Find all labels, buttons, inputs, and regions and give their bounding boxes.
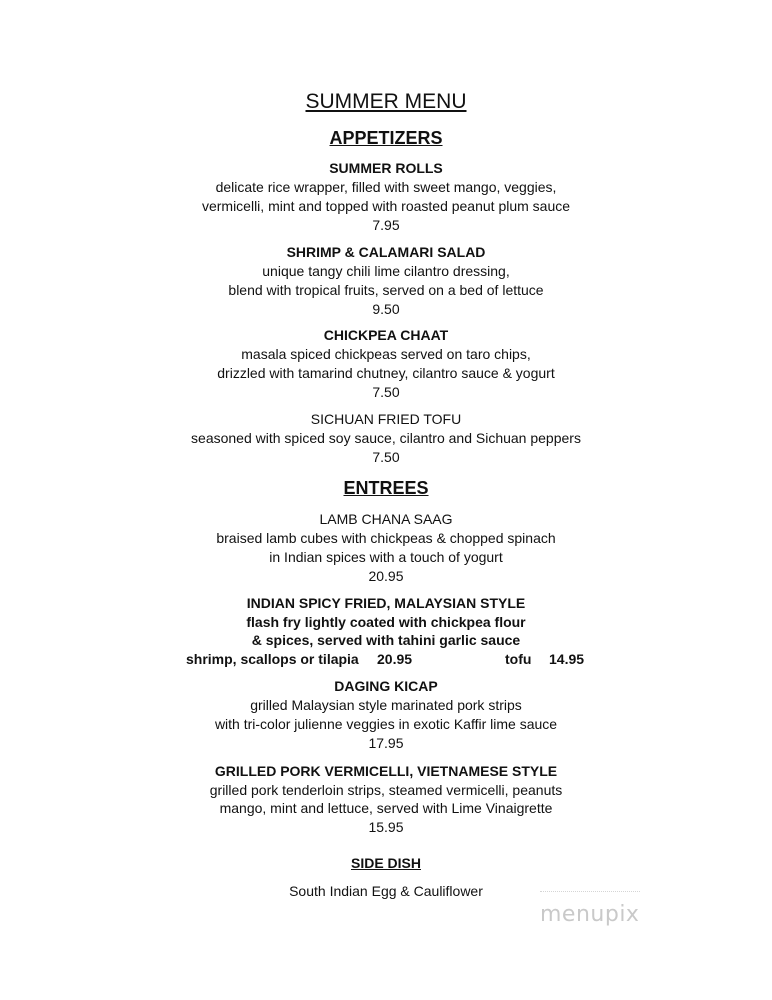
daging-kicap-desc-2: with tri-color julienne veggies in exotic Kaffir lime sauce xyxy=(214,716,558,732)
shrimp-calamari-name: SHRIMP & CALAMARI SALAD xyxy=(286,244,486,260)
sichuan-tofu-price: 7.50 xyxy=(372,449,400,465)
indian-spicy-fried-desc-2: & spices, served with tahini garlic sauce xyxy=(251,632,521,648)
side-dish-heading: SIDE DISH xyxy=(350,855,421,871)
daging-kicap-name: DAGING KICAP xyxy=(334,678,438,694)
shrimp-calamari-price: 9.50 xyxy=(372,301,400,317)
lamb-chana-saag-price: 20.95 xyxy=(368,568,404,584)
daging-kicap-desc-1: grilled Malaysian style marinated pork strips xyxy=(250,697,522,713)
option-tofu-label: tofu xyxy=(505,651,532,667)
shrimp-calamari-desc-1: unique tangy chili lime cilantro dressing, xyxy=(262,263,510,279)
sichuan-tofu-desc-1: seasoned with spiced soy sauce, cilantro and Sichuan peppers xyxy=(191,430,581,446)
grilled-pork-vermicelli-desc-2: mango, mint and lettuce, served with Lime Vinaigrette xyxy=(219,800,553,816)
summer-rolls-name: SUMMER ROLLS xyxy=(329,160,443,176)
entrees-heading: ENTREES xyxy=(343,478,429,498)
summer-rolls-price: 7.95 xyxy=(372,217,400,233)
grilled-pork-vermicelli-desc-1: grilled pork tenderloin strips, steamed vermicelli, peanuts xyxy=(209,782,563,798)
sichuan-tofu-name: SICHUAN FRIED TOFU xyxy=(310,411,462,427)
appetizers-heading: APPETIZERS xyxy=(329,128,443,148)
lamb-chana-saag-desc-2: in Indian spices with a touch of yogurt xyxy=(269,549,503,565)
grilled-pork-vermicelli-price: 15.95 xyxy=(368,819,404,835)
lamb-chana-saag-desc-1: braised lamb cubes with chickpeas & chopped spinach xyxy=(216,530,556,546)
shrimp-calamari-desc-2: blend with tropical fruits, served on a bed of lettuce xyxy=(228,282,544,298)
indian-spicy-fried-prices xyxy=(0,651,772,669)
watermark-logo: menupix xyxy=(540,902,640,927)
chickpea-chaat-desc-1: masala spiced chickpeas served on taro chips, xyxy=(241,346,531,362)
side-dish-item: South Indian Egg & Cauliflower xyxy=(289,883,483,899)
chickpea-chaat-desc-2: drizzled with tamarind chutney, cilantro sauce & yogurt xyxy=(217,365,555,381)
option-seafood-price: 20.95 xyxy=(377,651,413,667)
summer-rolls-desc-2: vermicelli, mint and topped with roasted peanut plum sauce xyxy=(201,198,571,214)
summer-rolls-desc-1: delicate rice wrapper, filled with sweet mango, veggies, xyxy=(215,179,557,195)
lamb-chana-saag-name: LAMB CHANA SAAG xyxy=(319,511,453,527)
chickpea-chaat-name: CHICKPEA CHAAT xyxy=(323,327,449,343)
indian-spicy-fried-name: INDIAN SPICY FRIED, MALAYSIAN STYLE xyxy=(246,595,526,611)
option-seafood-label: shrimp, scallops or tilapia xyxy=(186,651,359,667)
chickpea-chaat-price: 7.50 xyxy=(372,384,400,400)
watermark-rule xyxy=(540,891,640,892)
option-tofu-price: 14.95 xyxy=(549,651,585,667)
grilled-pork-vermicelli-name: GRILLED PORK VERMICELLI, VIETNAMESE STYLE xyxy=(214,763,558,779)
indian-spicy-fried-desc-1: flash fry lightly coated with chickpea flour xyxy=(246,614,526,630)
daging-kicap-price: 17.95 xyxy=(368,735,404,751)
menu-title: SUMMER MENU xyxy=(305,90,467,113)
